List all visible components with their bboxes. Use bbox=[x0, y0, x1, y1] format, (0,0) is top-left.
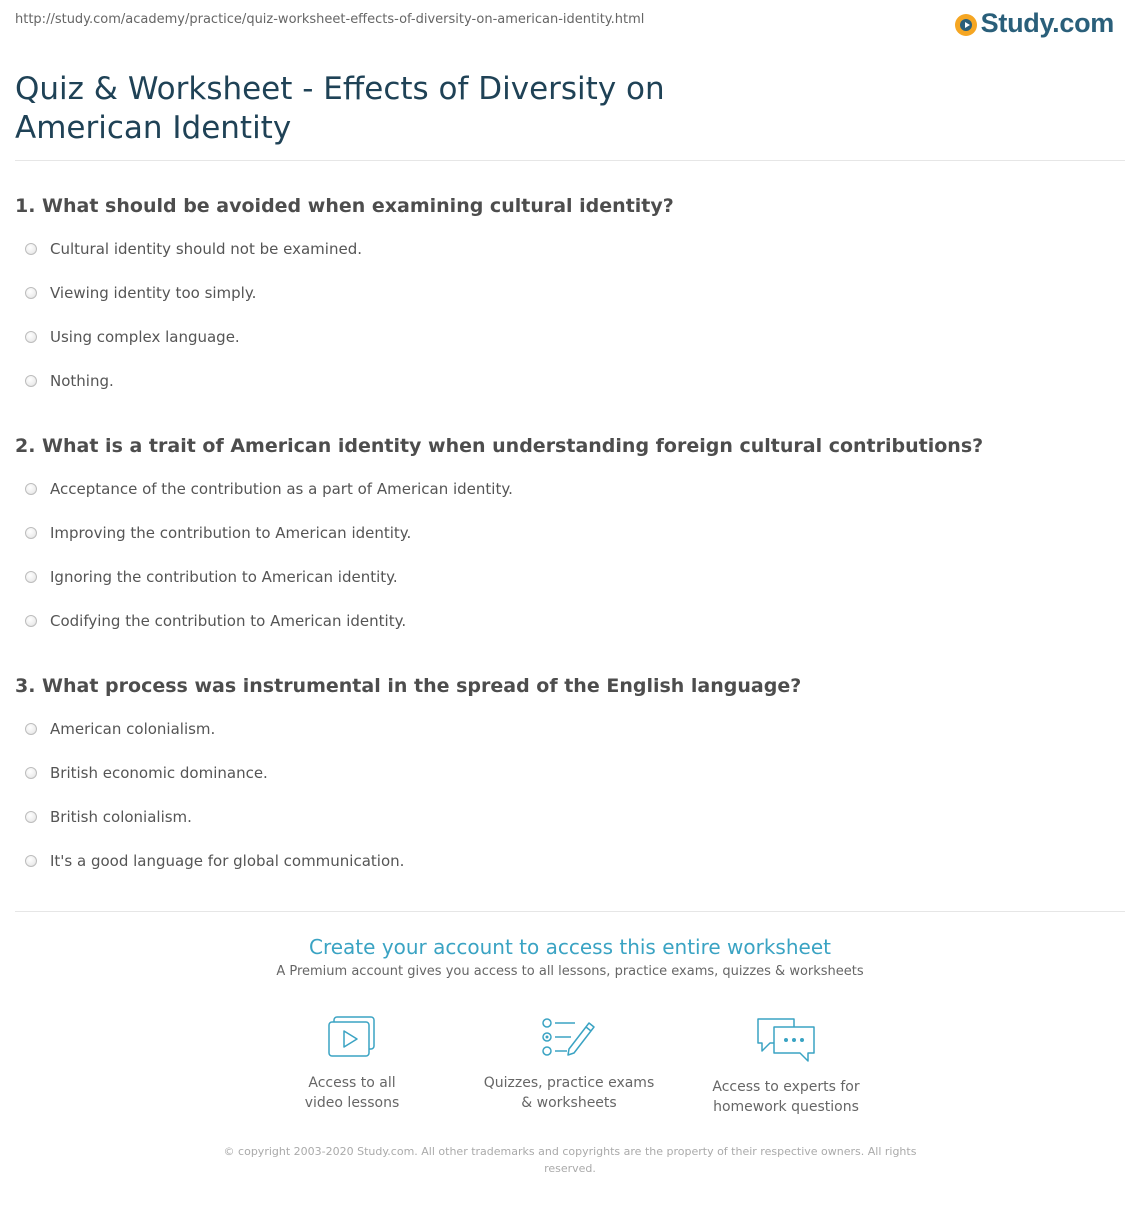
radio-button[interactable] bbox=[25, 243, 37, 255]
feature-label: Access to all bbox=[308, 1075, 396, 1091]
premium-cta bbox=[0, 934, 1140, 979]
answer-option[interactable] bbox=[25, 467, 1125, 511]
radio-button[interactable] bbox=[25, 855, 37, 867]
radio-button[interactable] bbox=[25, 571, 37, 583]
answer-label: Ignoring the contribution to American identity. bbox=[50, 568, 398, 586]
play-logo-icon bbox=[955, 14, 977, 36]
cta-subtext: A Premium account gives you access to all lessons, practice exams, quizzes & worksheets bbox=[276, 964, 864, 979]
answer-option[interactable] bbox=[25, 795, 1125, 839]
answer-option[interactable] bbox=[25, 751, 1125, 795]
answer-label: British colonialism. bbox=[50, 808, 192, 826]
radio-button[interactable] bbox=[25, 811, 37, 823]
page-url: http://study.com/academy/practice/quiz-worksheet-effects-of-diversity-on-american-identity.html bbox=[15, 12, 645, 27]
answer-label: Nothing. bbox=[50, 372, 114, 390]
feature-label: Access to experts for bbox=[712, 1079, 860, 1095]
question-2 bbox=[15, 434, 1125, 643]
feature-experts bbox=[696, 1015, 876, 1117]
feature-video-lessons bbox=[262, 1015, 442, 1113]
page-title: Quiz & Worksheet - Effects of Diversity on American Identity bbox=[15, 71, 665, 146]
answer-option[interactable] bbox=[25, 359, 1125, 403]
feature-label: Quizzes, practice exams bbox=[483, 1075, 655, 1091]
radio-button[interactable] bbox=[25, 375, 37, 387]
radio-button[interactable] bbox=[25, 767, 37, 779]
radio-button[interactable] bbox=[25, 527, 37, 539]
answer-label: Viewing identity too simply. bbox=[50, 284, 257, 302]
divider bbox=[15, 911, 1125, 912]
answer-label: British economic dominance. bbox=[50, 764, 268, 782]
answer-label: Acceptance of the contribution as a part of American identity. bbox=[50, 480, 513, 498]
question-title: 2. What is a trait of American identity when understanding foreign cultural contributions? bbox=[15, 435, 984, 457]
chat-bubbles-icon bbox=[754, 1015, 818, 1063]
divider bbox=[15, 160, 1125, 161]
feature-quizzes bbox=[479, 1015, 659, 1113]
answer-label: It's a good language for global communication. bbox=[50, 852, 405, 870]
answer-label: Cultural identity should not be examined. bbox=[50, 240, 362, 258]
question-1 bbox=[15, 194, 1125, 403]
quiz-checklist-icon bbox=[541, 1015, 597, 1059]
answer-label: American colonialism. bbox=[50, 720, 216, 738]
answer-label: Improving the contribution to American identity. bbox=[50, 524, 412, 542]
feature-label: homework questions bbox=[713, 1099, 859, 1115]
radio-button[interactable] bbox=[25, 723, 37, 735]
answer-option[interactable] bbox=[25, 839, 1125, 883]
radio-button[interactable] bbox=[25, 331, 37, 343]
answer-option[interactable] bbox=[25, 707, 1125, 751]
answer-option[interactable] bbox=[25, 555, 1125, 599]
answer-option[interactable] bbox=[25, 271, 1125, 315]
feature-label: & worksheets bbox=[521, 1095, 617, 1111]
answer-option[interactable] bbox=[25, 315, 1125, 359]
copyright-notice: © copyright 2003-2020 Study.com. All other trademarks and copyrights are the property of their respective owners. All rights reserved. bbox=[223, 1145, 917, 1175]
answer-option[interactable] bbox=[25, 599, 1125, 643]
question-title: 1. What should be avoided when examining cultural identity? bbox=[15, 195, 674, 217]
answer-label: Codifying the contribution to American identity. bbox=[50, 612, 407, 630]
question-title: 3. What process was instrumental in the spread of the English language? bbox=[15, 675, 802, 697]
question-3 bbox=[15, 674, 1125, 883]
answer-label: Using complex language. bbox=[50, 328, 240, 346]
answer-option[interactable] bbox=[25, 511, 1125, 555]
top-bar bbox=[0, 0, 1140, 60]
radio-button[interactable] bbox=[25, 287, 37, 299]
create-account-link[interactable]: Create your account to access this entire worksheet bbox=[309, 935, 831, 959]
answer-option[interactable] bbox=[25, 227, 1125, 271]
study-logo[interactable] bbox=[955, 8, 1114, 39]
logo-text: Study.com bbox=[980, 8, 1114, 38]
feature-label: video lessons bbox=[304, 1095, 400, 1111]
video-lessons-icon bbox=[326, 1015, 378, 1059]
radio-button[interactable] bbox=[25, 483, 37, 495]
radio-button[interactable] bbox=[25, 615, 37, 627]
feature-list bbox=[0, 1015, 1140, 1125]
